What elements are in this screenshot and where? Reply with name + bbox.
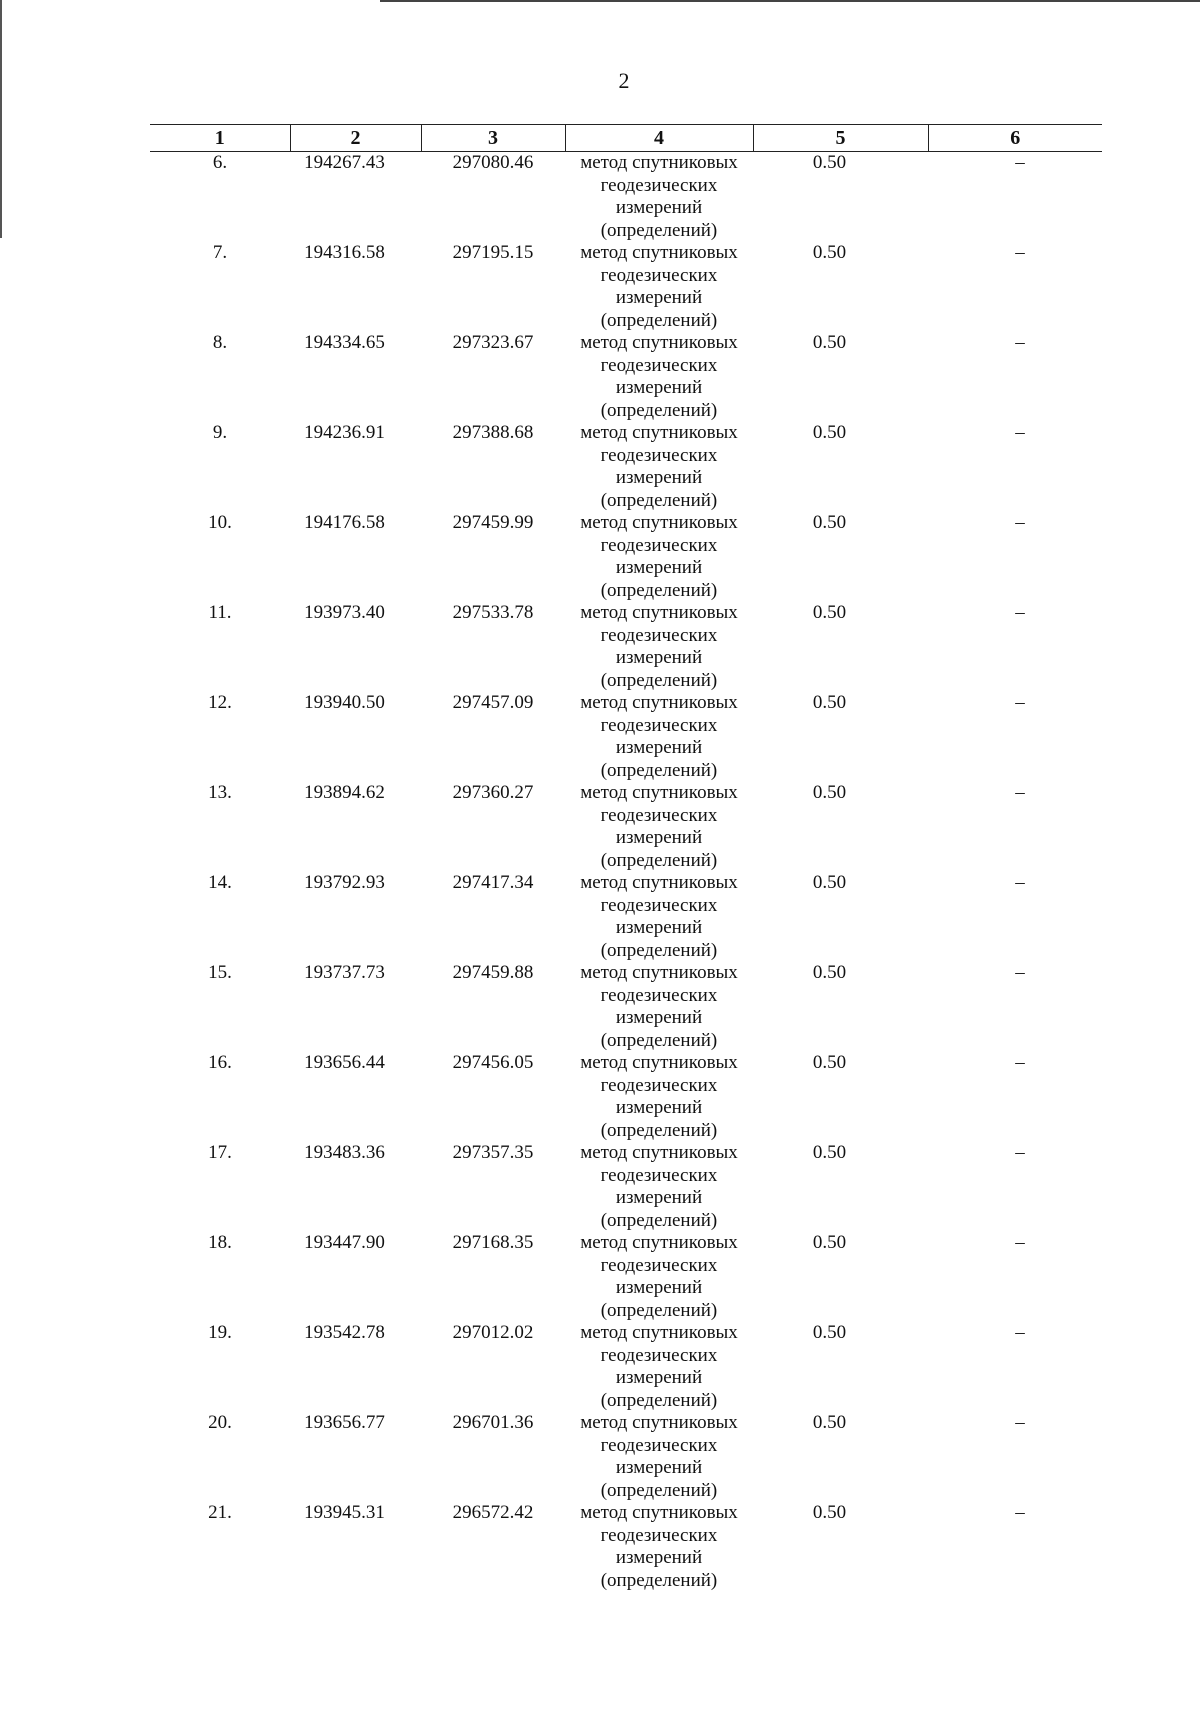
note-cell: – bbox=[1015, 422, 1025, 443]
x-coordinate-cell: 193656.44 bbox=[304, 1052, 385, 1073]
method-cell: метод спутниковых геодезических измерений (определений) bbox=[580, 872, 738, 961]
y-coordinate-cell: 297388.68 bbox=[452, 422, 534, 443]
note-cell: – bbox=[1015, 1232, 1025, 1253]
table-body bbox=[150, 152, 1102, 1593]
header-col-5: 5 bbox=[753, 125, 928, 152]
method-cell: метод спутниковых геодезических измерений (определений) bbox=[580, 602, 738, 691]
table-row bbox=[150, 602, 1102, 692]
table-row bbox=[150, 1322, 1102, 1412]
point-number-cell: 9. bbox=[212, 422, 228, 443]
y-coordinate-cell: 296572.42 bbox=[452, 1502, 534, 1523]
y-coordinate-cell: 297533.78 bbox=[452, 602, 534, 623]
method-cell: метод спутниковых геодезических измерений (определений) bbox=[580, 692, 738, 781]
point-number-cell: 14. bbox=[208, 872, 232, 893]
accuracy-cell: 0.50 bbox=[812, 332, 847, 353]
table-row bbox=[150, 1142, 1102, 1232]
point-number-cell: 8. bbox=[212, 332, 228, 353]
coordinates-table bbox=[150, 124, 1102, 1592]
x-coordinate-cell: 193973.40 bbox=[304, 602, 385, 623]
method-cell: метод спутниковых геодезических измерений (определений) bbox=[580, 1502, 738, 1591]
method-cell: метод спутниковых геодезических измерений (определений) bbox=[580, 1322, 738, 1411]
x-coordinate-cell: 194316.58 bbox=[304, 242, 385, 263]
accuracy-cell: 0.50 bbox=[812, 1142, 847, 1163]
table-row bbox=[150, 1052, 1102, 1142]
y-coordinate-cell: 297357.35 bbox=[452, 1142, 534, 1163]
table-row bbox=[150, 782, 1102, 872]
header-col-1: 1 bbox=[150, 125, 290, 152]
y-coordinate-cell: 297459.88 bbox=[452, 962, 534, 983]
header-col-4: 4 bbox=[565, 125, 753, 152]
accuracy-cell: 0.50 bbox=[812, 1412, 847, 1433]
method-cell: метод спутниковых геодезических измерений (определений) bbox=[580, 962, 738, 1051]
x-coordinate-cell: 194334.65 bbox=[304, 332, 385, 353]
note-cell: – bbox=[1015, 782, 1025, 803]
note-cell: – bbox=[1015, 962, 1025, 983]
accuracy-cell: 0.50 bbox=[812, 1322, 847, 1343]
point-number-cell: 6. bbox=[212, 152, 228, 173]
accuracy-cell: 0.50 bbox=[812, 1502, 847, 1523]
method-cell: метод спутниковых геодезических измерений (определений) bbox=[580, 242, 738, 331]
page-number: 2 bbox=[618, 68, 630, 93]
x-coordinate-cell: 193940.50 bbox=[304, 692, 385, 713]
point-number-cell: 18. bbox=[208, 1232, 232, 1253]
x-coordinate-cell: 194176.58 bbox=[304, 512, 385, 533]
accuracy-cell: 0.50 bbox=[812, 962, 847, 983]
table-row bbox=[150, 1502, 1102, 1592]
method-cell: метод спутниковых геодезических измерений (определений) bbox=[580, 332, 738, 421]
table-row bbox=[150, 962, 1102, 1052]
method-cell: метод спутниковых геодезических измерений (определений) bbox=[580, 1142, 738, 1231]
note-cell: – bbox=[1015, 602, 1025, 623]
point-number-cell: 13. bbox=[208, 782, 232, 803]
point-number-cell: 20. bbox=[208, 1412, 232, 1433]
accuracy-cell: 0.50 bbox=[812, 242, 847, 263]
method-cell: метод спутниковых геодезических измерений (определений) bbox=[580, 422, 738, 511]
x-coordinate-cell: 193737.73 bbox=[304, 962, 385, 983]
header-col-2: 2 bbox=[290, 125, 421, 152]
note-cell: – bbox=[1015, 1322, 1025, 1343]
y-coordinate-cell: 297012.02 bbox=[452, 1322, 534, 1343]
point-number-cell: 10. bbox=[208, 512, 232, 533]
y-coordinate-cell: 297457.09 bbox=[452, 692, 534, 713]
table-row bbox=[150, 422, 1102, 512]
point-number-cell: 12. bbox=[208, 692, 232, 713]
note-cell: – bbox=[1015, 872, 1025, 893]
table-row bbox=[150, 332, 1102, 422]
y-coordinate-cell: 297360.27 bbox=[452, 782, 534, 803]
y-coordinate-cell: 297456.05 bbox=[452, 1052, 534, 1073]
point-number-cell: 7. bbox=[212, 242, 228, 263]
y-coordinate-cell: 297168.35 bbox=[452, 1232, 534, 1253]
table-header bbox=[150, 125, 1102, 152]
header-col-6: 6 bbox=[928, 125, 1102, 152]
x-coordinate-cell: 193656.77 bbox=[304, 1412, 385, 1433]
table-row bbox=[150, 1232, 1102, 1322]
accuracy-cell: 0.50 bbox=[812, 872, 847, 893]
accuracy-cell: 0.50 bbox=[812, 512, 847, 533]
note-cell: – bbox=[1015, 1142, 1025, 1163]
x-coordinate-cell: 193894.62 bbox=[304, 782, 385, 803]
accuracy-cell: 0.50 bbox=[812, 152, 847, 173]
table-row bbox=[150, 692, 1102, 782]
accuracy-cell: 0.50 bbox=[812, 602, 847, 623]
y-coordinate-cell: 297459.99 bbox=[452, 512, 534, 533]
accuracy-cell: 0.50 bbox=[812, 422, 847, 443]
table-header-row bbox=[150, 125, 1102, 152]
y-coordinate-cell: 297195.15 bbox=[452, 242, 534, 263]
x-coordinate-cell: 193483.36 bbox=[304, 1142, 385, 1163]
x-coordinate-cell: 193447.90 bbox=[304, 1232, 385, 1253]
table-row bbox=[150, 152, 1102, 243]
note-cell: – bbox=[1015, 512, 1025, 533]
method-cell: метод спутниковых геодезических измерений (определений) bbox=[580, 1232, 738, 1321]
note-cell: – bbox=[1015, 692, 1025, 713]
note-cell: – bbox=[1015, 242, 1025, 263]
point-number-cell: 21. bbox=[208, 1502, 232, 1523]
page-scan-left-edge bbox=[0, 0, 2, 238]
accuracy-cell: 0.50 bbox=[812, 1232, 847, 1253]
y-coordinate-cell: 296701.36 bbox=[452, 1412, 534, 1433]
accuracy-cell: 0.50 bbox=[812, 782, 847, 803]
note-cell: – bbox=[1015, 1502, 1025, 1523]
x-coordinate-cell: 193542.78 bbox=[304, 1322, 385, 1343]
accuracy-cell: 0.50 bbox=[812, 692, 847, 713]
note-cell: – bbox=[1015, 152, 1025, 173]
point-number-cell: 19. bbox=[208, 1322, 232, 1343]
method-cell: метод спутниковых геодезических измерений (определений) bbox=[580, 1052, 738, 1141]
method-cell: метод спутниковых геодезических измерений (определений) bbox=[580, 782, 738, 871]
y-coordinate-cell: 297080.46 bbox=[452, 152, 534, 173]
method-cell: метод спутниковых геодезических измерений (определений) bbox=[580, 512, 738, 601]
x-coordinate-cell: 193792.93 bbox=[304, 872, 385, 893]
coordinates-table-container bbox=[150, 124, 1102, 1592]
point-number-cell: 16. bbox=[208, 1052, 232, 1073]
table-row bbox=[150, 1412, 1102, 1502]
header-col-3: 3 bbox=[421, 125, 565, 152]
table-row bbox=[150, 512, 1102, 602]
table-row bbox=[150, 242, 1102, 332]
method-cell: метод спутниковых геодезических измерений (определений) bbox=[580, 1412, 738, 1501]
note-cell: – bbox=[1015, 1052, 1025, 1073]
y-coordinate-cell: 297323.67 bbox=[452, 332, 534, 353]
x-coordinate-cell: 194267.43 bbox=[304, 152, 385, 173]
x-coordinate-cell: 194236.91 bbox=[304, 422, 385, 443]
point-number-cell: 15. bbox=[208, 962, 232, 983]
table-row bbox=[150, 872, 1102, 962]
y-coordinate-cell: 297417.34 bbox=[452, 872, 534, 893]
x-coordinate-cell: 193945.31 bbox=[304, 1502, 385, 1523]
point-number-cell: 11. bbox=[208, 602, 232, 623]
page-scan-top-edge bbox=[380, 0, 1200, 2]
method-cell: метод спутниковых геодезических измерений (определений) bbox=[580, 152, 738, 241]
accuracy-cell: 0.50 bbox=[812, 1052, 847, 1073]
note-cell: – bbox=[1015, 1412, 1025, 1433]
point-number-cell: 17. bbox=[208, 1142, 232, 1163]
note-cell: – bbox=[1015, 332, 1025, 353]
